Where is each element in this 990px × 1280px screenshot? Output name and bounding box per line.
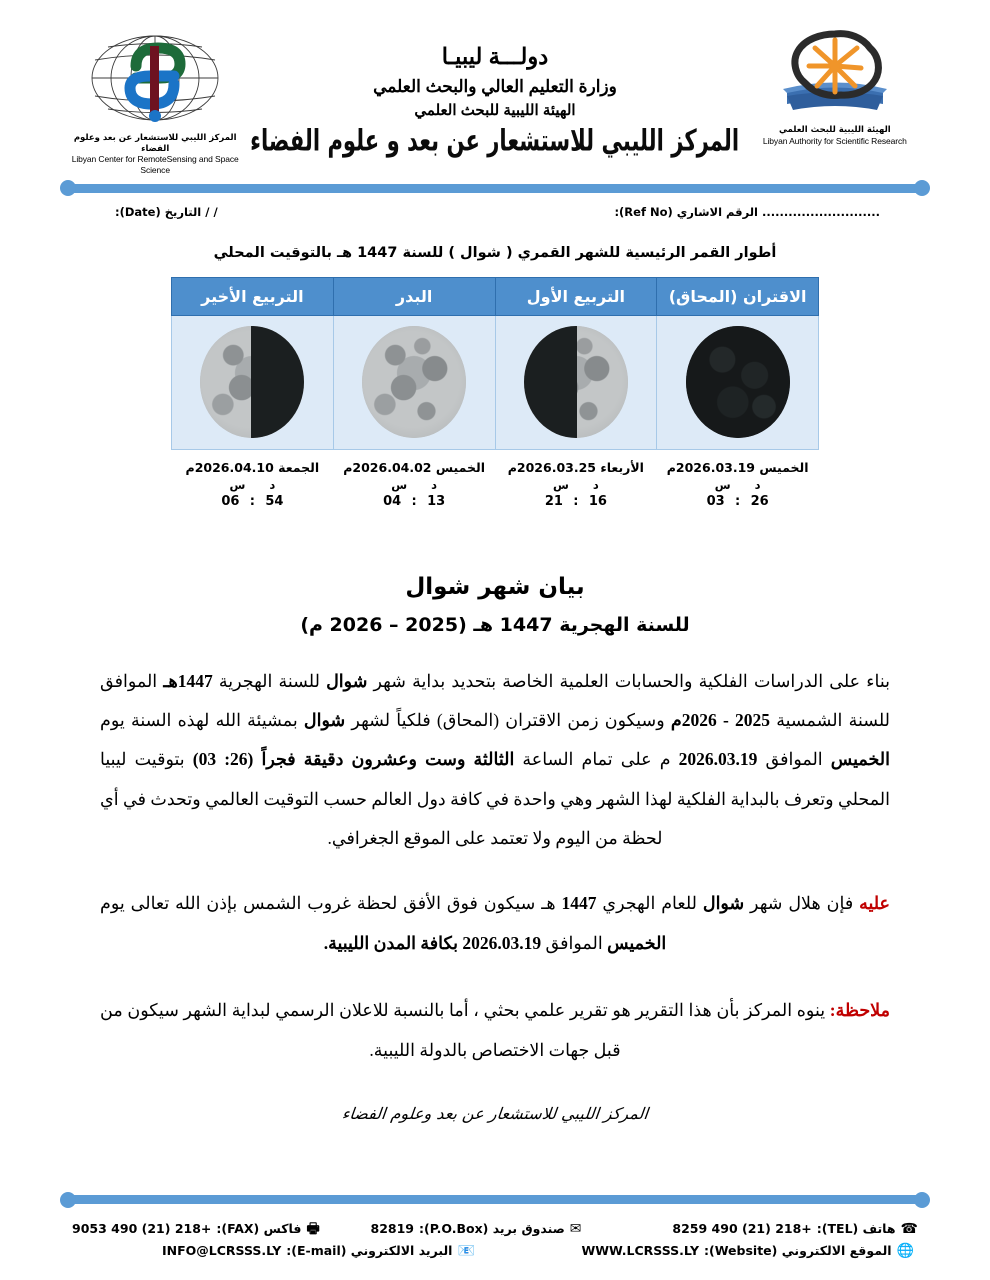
text-run-bold: 1447 [561,893,597,914]
contact-email-label: البريد الالكتروني (E-mail): [286,1243,453,1258]
authority-logo-block [750,26,920,146]
mailbox-icon: ✉ [569,1220,582,1237]
text-run-bold: 2026.03.19 [678,749,758,770]
header-titles [240,26,749,159]
text-run-bold: بكافة المدن الليبية. [323,932,459,953]
date-label: التاريخ (Date): [115,204,202,219]
phase-image-cell [495,315,657,449]
statement-subtitle [0,614,990,636]
phase-minute: 26 [750,493,769,509]
phase-minute: 13 [427,493,446,509]
hour-label: س [714,477,731,492]
phase-time-header [496,478,656,492]
date-field [115,205,291,219]
authority-logo-caption-ar: الهيئة الليبية للبحث العلمي [778,125,891,135]
phase-time-value [173,494,333,509]
text-run: بناء على الدراسات الفلكية والحسابات العلمية الخاصة بتحديد بداية شهر [367,670,890,691]
phase-hour: 21 [544,493,563,509]
telephone-icon: ☎ [900,1220,918,1237]
phase-header-cell: البدر [333,277,495,315]
wreath-starburst-book-logo [750,26,920,122]
phase-header-cell: الاقتران (المحاق) [657,277,819,315]
phase-caption-cell [495,449,657,510]
hour-label: س [552,477,569,492]
text-run: الموافق [541,932,608,953]
phase-time-value [334,494,494,509]
text-run-bold: 2026.03.19 [462,932,542,953]
contact-pobox [371,1221,582,1236]
contact-website-label: الموقع الالكتروني (Website): [704,1243,892,1258]
phase-caption-row [172,449,819,510]
phases-title: أطوار القمر الرئيسية للشهر القمري ( شوال ) للسنة 1447 هـ بالتوقيت المحلي [213,244,777,261]
full-moon-icon [362,326,466,438]
hour-label: س [391,477,408,492]
text-run-highlight: ملاحظة: [829,1000,890,1021]
ref-no-value: ........................... [762,204,880,219]
center-logo-caption-ar: المركز الليبي للاستشعار عن بعد وعلوم الفضاء [73,133,237,154]
text-run-bold: الخميس [830,749,890,770]
text-run-bold: الخميس [607,932,667,953]
phase-image-cell [172,315,334,449]
text-run: بمشيئة الله لهذه السنة يوم [100,709,304,730]
document-footer [0,1187,990,1258]
phase-time-header [658,478,818,492]
contact-tel-value: +218 (21) 490 8259 [672,1221,812,1236]
contact-tel [672,1221,918,1236]
text-run-bold: شوال [303,709,346,730]
ref-no-field [614,205,880,219]
new-moon-icon [686,326,790,438]
center-logo-caption-en: Libyan Center for RemoteSensing and Space Science [71,154,239,175]
contact-fax-label: فاكس (FAX): [216,1221,302,1236]
text-run: هـ سيكون فوق الأفق لحظة غروب الشمس بإذن الله تعالى يوم [100,893,562,914]
text-run: بتوقيت ليبيا المحلي وتعرف بالبداية الفلكية لهذا الشهر وهي واحدة في كافة دول العالم حسب التوقيت العالمي وتحدث في أي لحظة من اليوم ولا تعتمد على الموقع الجغرافي. [100,749,890,848]
phase-time-value [658,494,818,509]
phase-hour: 06 [221,493,240,509]
globe-web-icon: 🌐 [896,1242,914,1259]
minute-label: د [754,477,761,492]
phase-caption-cell [172,449,334,510]
contact-pobox-value: 82819 [370,1221,415,1236]
first-quarter-moon-icon [524,326,628,438]
text-run: الموافق [757,749,831,770]
statement-subtitle-c: (2025 – 2026 م) [300,613,467,636]
phase-minute: 54 [265,493,284,509]
text-run-bold: الثالثة وست وعشرون دقيقة فجراً (26: 03) [192,749,515,770]
contact-website-value[interactable]: WWW.LCRSSS.LY [581,1243,699,1258]
statement-subtitle-b: 1447 هـ [473,613,553,636]
fax-printer-icon: 🖶 [306,1220,320,1237]
paragraph-note [100,991,890,1070]
text-run-bold: 1447هـ [163,670,213,691]
contact-email[interactable] [162,1243,475,1258]
phase-time-value [496,494,656,509]
text-run: ينوه المركز بأن هذا التقرير هو تقرير علمي بحثي ، أما بالنسبة للاعلان الرسمي لبداية الشهر سيكون من قبل جهات الاختصاص بالدولة الليبية. [100,1000,830,1060]
time-colon: : [411,493,417,509]
phase-header-cell: التربيع الأول [495,277,657,315]
phase-date: الخميس 2026.03.19م [666,459,809,475]
divider-bar [66,184,924,193]
contact-email-value[interactable]: INFO@LCRSSS.LY [162,1243,282,1258]
phase-header-row [172,277,819,315]
minute-label: د [592,477,599,492]
time-colon: : [249,493,255,509]
date-value: / / [205,204,218,219]
hour-label: س [229,477,246,492]
time-colon: : [573,493,579,509]
text-run: الموافق للسنة الشمسية [100,670,890,730]
envelope-icon: 📧 [457,1242,475,1259]
signature-line: المركز الليبي للاستشعار عن بعد وعلوم الفضاء [341,1103,649,1123]
phase-image-cell [657,315,819,449]
text-run-bold: شوال [702,893,745,914]
footer-divider [0,1195,990,1204]
phase-minute: 16 [588,493,607,509]
contact-website[interactable] [581,1243,914,1258]
phase-caption-cell [657,449,819,510]
text-run: م على تمام الساعة [514,749,679,770]
text-run: فإن هلال شهر [744,893,860,914]
statement-title: بيان شهر شوال [405,573,585,600]
phase-date: الأربعاء 2026.03.25م [507,459,644,475]
text-run-highlight: عليه [859,893,890,914]
header-divider [0,184,990,193]
contact-pobox-label: صندوق بريد (P.O.Box): [419,1221,565,1236]
minute-label: د [269,477,276,492]
phase-caption-cell [333,449,495,510]
text-run: للسنة الهجرية [212,670,327,691]
phase-image-row [172,315,819,449]
phase-time-header [334,478,494,492]
moon-phases-table [171,277,819,510]
center-logo-block [70,26,240,176]
time-colon: : [735,493,741,509]
phase-hour: 04 [383,493,402,509]
phase-image-cell [333,315,495,449]
text-run-bold: 2025 - 2026م [670,709,770,730]
text-run: وسيكون زمن الاقتران (المحاق) فلكياً لشهر [345,709,671,730]
ministry-title: وزارة التعليم العالي والبحث العلمي [373,77,617,96]
paragraph-crescent-visibility [100,884,890,963]
globe-wireframe-logo [70,26,240,130]
divider-bar [66,1195,924,1204]
phase-time-header [173,478,333,492]
authority-title: الهيئة الليبية للبحث العلمي [414,102,576,119]
footer-row-secondary [72,1243,918,1258]
last-quarter-moon-icon [200,326,304,438]
document-header [0,0,990,176]
minute-label: د [431,477,437,492]
phase-date: الجمعة 2026.04.10م [185,459,320,475]
phase-date: الخميس 2026.04.02م [343,459,485,475]
footer-row-primary [72,1221,918,1236]
ref-row [0,193,990,219]
phase-header-cell: التربيع الأخير [172,277,334,315]
center-title: المركز الليبي للاستشعار عن بعد و علوم الفضاء [250,125,740,159]
ref-no-label: الرقم الاشاري (Ref No): [614,204,759,219]
phase-hour: 03 [706,493,725,509]
footer-contacts [0,1204,990,1258]
contact-fax [72,1221,320,1236]
authority-logo-caption-en: Libyan Authority for Scientific Research [762,135,907,146]
contact-fax-value: +218 (21) 490 9053 [72,1221,212,1236]
statement-subtitle-a: للسنة الهجرية [559,613,690,636]
paragraph-astronomical-conjunction [100,662,890,859]
text-run: للعام الهجري [596,893,703,914]
text-run-bold: شوال [326,670,368,691]
state-title: دولـــة ليبيـا [441,44,549,69]
contact-tel-label: هاتف (TEL): [816,1221,896,1236]
